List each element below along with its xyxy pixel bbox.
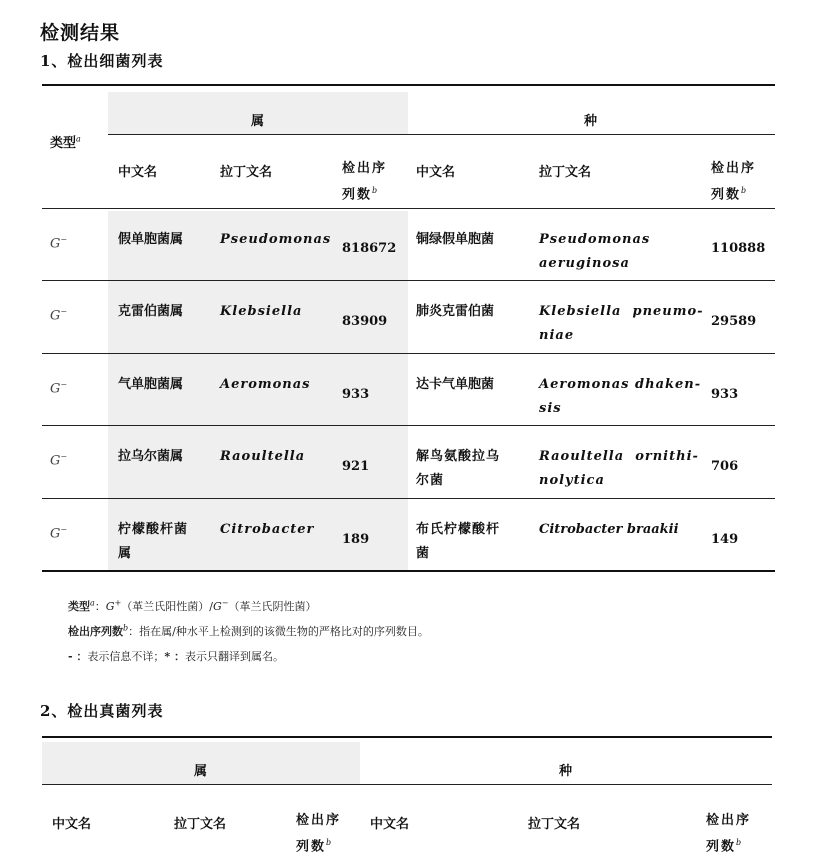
- header-species-cn: 中文名: [416, 165, 456, 180]
- header-type: 类型$^a$: [50, 134, 81, 151]
- fungi-header-species: 种: [559, 764, 573, 779]
- genus-count-cell: 83909: [342, 314, 388, 329]
- header-genus-cn: 中文名: [118, 165, 158, 180]
- group-header-rule: [108, 134, 775, 135]
- row-rule: [42, 353, 775, 354]
- table-top-rule: [42, 84, 775, 86]
- table-bottom-rule: [42, 570, 775, 572]
- right-edge-fade: [778, 0, 816, 853]
- genus-cn-cell: 拉乌尔菌属: [118, 449, 184, 464]
- genus-latin-cell: Citrobacter: [220, 522, 315, 537]
- species-count-cell: 149: [711, 532, 739, 547]
- fungi-header-species-latin: 拉丁文名: [528, 817, 581, 832]
- row-rule: [42, 498, 775, 499]
- header-bottom-rule: [42, 208, 775, 209]
- fungi-header-genus-cn: 中文名: [52, 817, 92, 832]
- genus-count-cell: 189: [342, 532, 370, 547]
- section-title-bacteria: 1、检出细菌列表: [40, 52, 164, 70]
- genus-latin-cell: Aeromonas: [220, 377, 311, 392]
- species-cn-cell: 达卡气单胞菌: [416, 377, 495, 392]
- genus-count-cell: 818672: [342, 241, 397, 256]
- species-count-cell: 933: [711, 387, 739, 402]
- fungi-header-genus: 属: [194, 764, 208, 779]
- species-latin-cell: Citrobacter braakii: [539, 522, 679, 537]
- footnote-count: 检出序列数$^b$：指在属/种水平上检测到的该微生物的严格比对的序列数目。: [68, 623, 429, 638]
- species-count-cell: 706: [711, 459, 739, 474]
- footnote-type: 类型$^a$：G+（革兰氏阳性菌）/G−（革兰氏阴性菌）: [68, 598, 317, 613]
- species-count-cell: 29589: [711, 314, 757, 329]
- header-genus-count: 检出序 列数$^b$: [342, 161, 388, 203]
- species-latin-cell: Aeromonas dhaken- sis: [539, 377, 702, 416]
- species-cn-cell: 布氏柠檬酸杆 菌: [416, 522, 501, 561]
- header-species: 种: [584, 114, 598, 129]
- fungi-header-genus-latin: 拉丁文名: [174, 817, 227, 832]
- species-cn-cell: 肺炎克雷伯菌: [416, 304, 495, 319]
- type-cell: G−: [50, 525, 68, 542]
- page-title: 检测结果: [40, 22, 121, 44]
- species-cn-cell: 解鸟氨酸拉乌 尔菌: [416, 449, 501, 488]
- fungi-header-genus-count: 检出序 列数$^b$: [296, 813, 342, 855]
- section-title-fungi: 2、检出真菌列表: [40, 702, 164, 720]
- species-latin-cell: Pseudomonas aeruginosa: [539, 232, 651, 271]
- header-genus-latin: 拉丁文名: [220, 165, 273, 180]
- species-latin-cell: Raoultella ornithi- nolytica: [539, 449, 699, 488]
- genus-latin-cell: Klebsiella: [220, 304, 303, 319]
- genus-latin-cell: Raoultella: [220, 449, 306, 464]
- genus-cn-cell: 柠檬酸杆菌 属: [118, 522, 189, 561]
- header-species-count: 检出序 列数$^b$: [711, 161, 757, 203]
- type-cell: G−: [50, 307, 68, 324]
- footnote-legend: - ：表示信息不详；* ：表示只翻译到属名。: [68, 650, 284, 663]
- type-cell: G−: [50, 452, 68, 469]
- header-genus: 属: [251, 114, 265, 129]
- type-cell: G−: [50, 235, 68, 252]
- species-cn-cell: 铜绿假单胞菌: [416, 232, 495, 247]
- fungi-header-species-count: 检出序 列数$^b$: [706, 813, 752, 855]
- fungi-group-header-rule: [42, 784, 772, 785]
- type-cell: G−: [50, 380, 68, 397]
- row-rule: [42, 425, 775, 426]
- species-count-cell: 110888: [711, 241, 766, 256]
- genus-count-cell: 921: [342, 459, 370, 474]
- genus-count-cell: 933: [342, 387, 370, 402]
- fungi-table-top-rule: [42, 736, 772, 738]
- species-latin-cell: Klebsiella pneumo- niae: [539, 304, 704, 343]
- fungi-header-species-cn: 中文名: [370, 817, 410, 832]
- genus-cn-cell: 气单胞菌属: [118, 377, 184, 392]
- genus-cn-cell: 克雷伯菌属: [118, 304, 184, 319]
- row-rule: [42, 280, 775, 281]
- genus-latin-cell: Pseudomonas: [220, 232, 332, 247]
- genus-cn-cell: 假单胞菌属: [118, 232, 184, 247]
- header-species-latin: 拉丁文名: [539, 165, 592, 180]
